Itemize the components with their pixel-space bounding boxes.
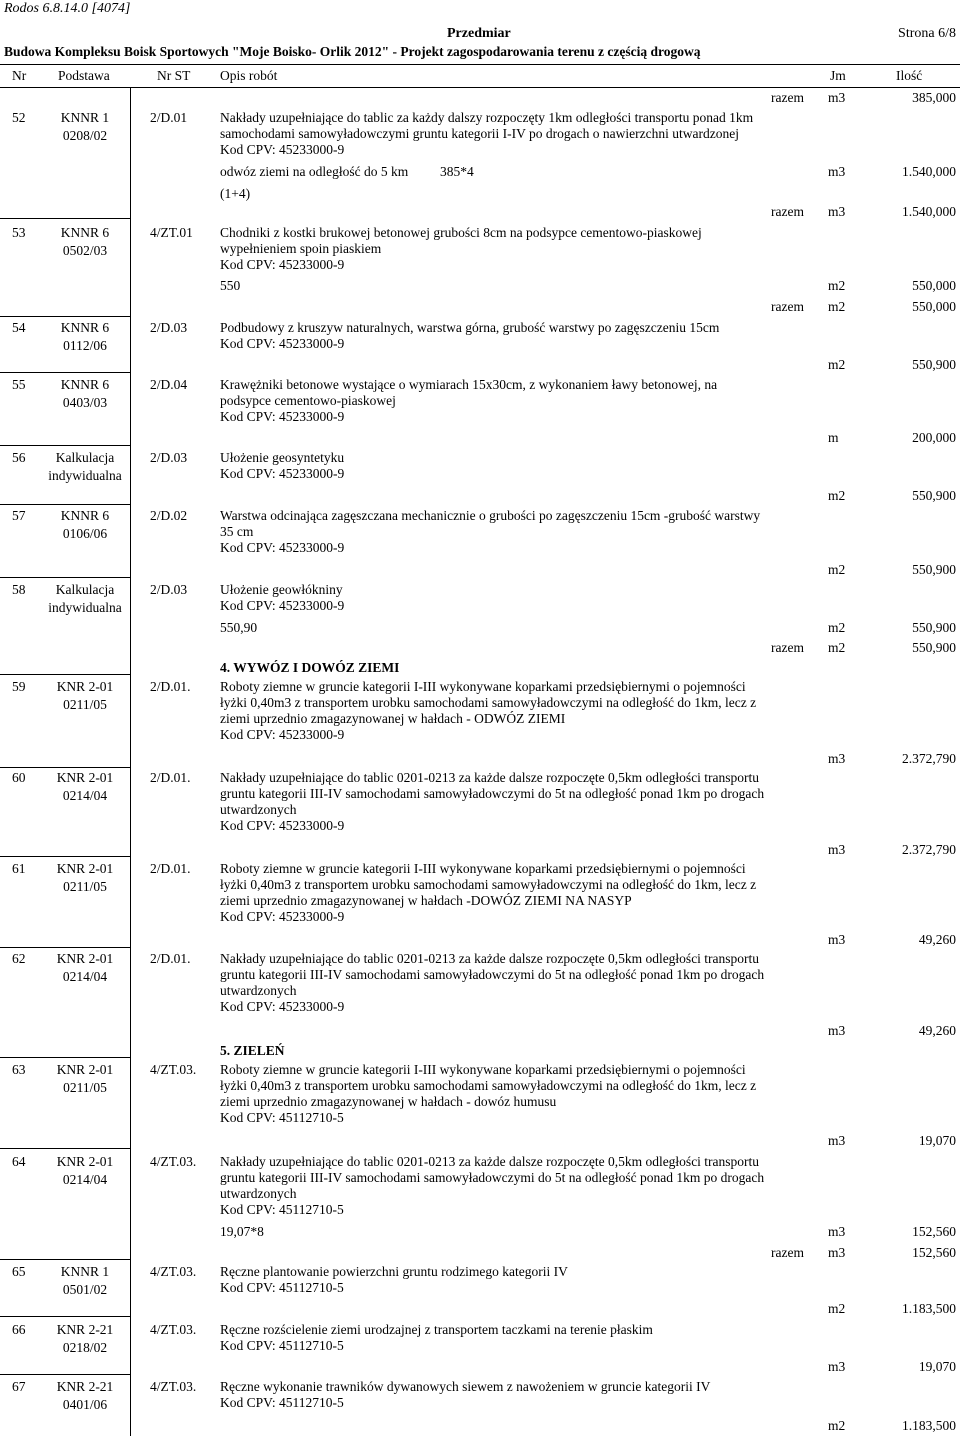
item-spec-number: 2/D.02 — [150, 508, 188, 523]
col-nr: Nr — [12, 68, 27, 83]
item-number: 62 — [12, 951, 26, 966]
item-basis-code: 0401/06 — [62, 1397, 108, 1412]
item-basis: KNR 2-01 — [56, 951, 114, 966]
item-number: 66 — [12, 1322, 26, 1337]
header-rule-top — [0, 64, 960, 65]
item-basis: KNNR 1 — [60, 110, 110, 125]
item-description-line: gruntu kategorii III-IV samochodami samowyładowczymi do 5t na odległość ponad 1km po drogach — [220, 786, 765, 801]
item-basis-code: 0211/05 — [63, 879, 107, 894]
item-spec-number: 4/ZT.03. — [150, 1264, 197, 1279]
item-spec-number: 2/D.01. — [150, 951, 191, 966]
item-number: 61 — [12, 861, 26, 876]
item-description-line: łyżki 0,40m3 z transportem urobku samochodami samowyładowczymi na odległość do 1km, lecz z — [220, 1078, 757, 1093]
program-version: Rodos 6.8.14.0 [4074] — [4, 1, 131, 16]
item-description-line: Roboty ziemne w gruncie kategorii I-III wykonywane koparkami przedsiębiernymi o pojemności — [220, 679, 746, 694]
left-column-divider — [130, 88, 131, 1436]
item-number: 54 — [12, 320, 26, 335]
item-description-line: ziemi uprzednio zmagazynowanej w hałdach - dowóz humusu — [220, 1094, 557, 1109]
item-description-line: Kod CPV: 45233000-9 — [220, 999, 345, 1014]
row-separator — [0, 947, 130, 948]
calc-label: 550,90 — [220, 620, 258, 635]
item-basis: KNNR 6 — [60, 377, 110, 392]
item-description-line: Kod CPV: 45233000-9 — [220, 727, 345, 742]
item-description-line: Kod CPV: 45233000-9 — [220, 540, 345, 555]
item-description-line: Nakłady uzupełniające do tablic 0201-0213 za każde dalsze rozpoczęte 0,5km odległości transportu — [220, 951, 760, 966]
col-podstawa: Podstawa — [58, 68, 110, 83]
section-heading: 4. WYWÓZ I DOWÓZ ZIEMI — [220, 660, 400, 675]
row-separator — [0, 577, 130, 578]
item-number: 58 — [12, 582, 26, 597]
item-description-line: Kod CPV: 45112710-5 — [220, 1202, 344, 1217]
item-description-line: Roboty ziemne w gruncie kategorii I-III wykonywane koparkami przedsiębiernymi o pojemności — [220, 861, 746, 876]
item-number: 59 — [12, 679, 26, 694]
item-spec-number: 4/ZT.03. — [150, 1154, 197, 1169]
item-number: 67 — [12, 1379, 26, 1394]
result-unit: m2 — [828, 1418, 846, 1433]
result-value: 1.183,500 — [902, 1301, 956, 1316]
item-spec-number: 4/ZT.03. — [150, 1322, 197, 1337]
item-description-line: Ręczne wykonanie trawników dywanowych siewem z nawożeniem w gruncie kategorii IV — [220, 1379, 711, 1394]
item-description-line: gruntu kategorii III-IV samochodami samowyładowczymi do 5t na odległość ponad 1km po drogach — [220, 1170, 765, 1185]
item-spec-number: 2/D.03 — [150, 450, 188, 465]
razem-unit: m2 — [828, 640, 846, 655]
item-basis-code: 0106/06 — [62, 526, 108, 541]
result-unit: m — [828, 430, 839, 445]
item-basis: KNR 2-01 — [56, 1154, 114, 1169]
result-unit: m3 — [828, 1023, 846, 1038]
result-unit: m2 — [828, 562, 846, 577]
item-basis: Kalkulacja — [55, 450, 115, 465]
result-value: 49,260 — [918, 1023, 956, 1038]
item-spec-number: 2/D.01. — [150, 861, 191, 876]
item-description-line: wypełnieniem spoin piaskiem — [220, 241, 382, 256]
item-description-line: Kod CPV: 45233000-9 — [220, 336, 345, 351]
row-separator — [0, 767, 130, 768]
item-description-line: Nakłady uzupełniające do tablic za każdy dalszy rozpoczęty 1km odległości transportu ponad 1km — [220, 110, 754, 125]
item-basis: KNNR 1 — [60, 1264, 110, 1279]
item-basis-code: 0208/02 — [62, 128, 108, 143]
item-description-line: Ręczne plantowanie powierzchni gruntu rodzimego kategorii IV — [220, 1264, 568, 1279]
result-value: 550,900 — [912, 488, 956, 503]
item-spec-number: 2/D.04 — [150, 377, 188, 392]
item-basis: KNR 2-01 — [56, 679, 114, 694]
result-value: 200,000 — [912, 430, 956, 445]
item-description-line: Warstwa odcinająca zagęszczana mechanicznie o grubości po zagęszczeniu 15cm -grubość warstwy — [220, 508, 761, 523]
item-description-line: Kod CPV: 45233000-9 — [220, 142, 345, 157]
row-separator — [0, 856, 130, 857]
item-description-line: gruntu kategorii III-IV samochodami samowyładowczymi do 5t na odległość ponad 1km po drogach — [220, 967, 765, 982]
item-number: 60 — [12, 770, 26, 785]
item-basis: KNNR 6 — [60, 508, 110, 523]
razem-label: razem — [771, 1245, 804, 1260]
calc-label: 19,07*8 — [220, 1224, 264, 1239]
item-description-line: ziemi uprzednio zmagazynowanej w hałdach - ODWÓZ ZIEMI — [220, 711, 566, 726]
razem-unit: m3 — [828, 90, 846, 105]
calc-label: 550 — [220, 278, 241, 293]
item-basis-code: 0214/04 — [62, 1172, 108, 1187]
calc-expression: 385*4 — [440, 164, 474, 179]
row-separator — [0, 445, 130, 446]
razem-value: 550,900 — [912, 640, 956, 655]
razem-value: 1.540,000 — [902, 204, 956, 219]
row-separator — [0, 218, 130, 219]
result-unit: m2 — [828, 1301, 846, 1316]
item-description-line: Kod CPV: 45233000-9 — [220, 909, 345, 924]
row-separator — [0, 1148, 130, 1149]
item-number: 56 — [12, 450, 26, 465]
item-number: 52 — [12, 110, 26, 125]
item-basis: KNR 2-21 — [56, 1322, 114, 1337]
result-value: 550,900 — [912, 562, 956, 577]
section-heading: 5. ZIELEŃ — [220, 1043, 285, 1058]
item-description-line: Kod CPV: 45233000-9 — [220, 598, 345, 613]
razem-label: razem — [771, 640, 804, 655]
item-description-line: Podbudowy z kruszyw naturalnych, warstwa górna, grubość warstwy po zagęszczeniu 15cm — [220, 320, 720, 335]
result-value: 19,070 — [918, 1133, 956, 1148]
item-description-line: utwardzonych — [220, 802, 297, 817]
item-description-line: utwardzonych — [220, 1186, 297, 1201]
item-spec-number: 2/D.01. — [150, 770, 191, 785]
result-unit: m3 — [828, 932, 846, 947]
item-basis: KNNR 6 — [60, 225, 110, 240]
result-value: 2.372,790 — [902, 751, 956, 766]
item-description-line: Kod CPV: 45233000-9 — [220, 818, 345, 833]
item-description-line: ziemi uprzednio zmagazynowanej w hałdach -DOWÓZ ZIEMI NA NASYP — [220, 893, 632, 908]
calc-value: 1.540,000 — [902, 164, 956, 179]
item-spec-number: 4/ZT.01 — [150, 225, 193, 240]
col-opis: Opis robót — [220, 68, 278, 83]
item-basis-code: 0211/05 — [63, 1080, 107, 1095]
row-separator — [0, 1057, 130, 1058]
item-basis: KNR 2-01 — [56, 770, 114, 785]
item-description-line: łyżki 0,40m3 z transportem urobku samochodami samowyładowczymi na odległość do 1km, lecz z — [220, 695, 757, 710]
result-value: 550,900 — [912, 357, 956, 372]
razem-unit: m3 — [828, 204, 846, 219]
item-basis-code: 0502/03 — [62, 243, 108, 258]
item-number: 65 — [12, 1264, 26, 1279]
item-basis-code: 0211/05 — [63, 697, 107, 712]
row-separator — [0, 674, 130, 675]
calc-unit: m2 — [828, 620, 846, 635]
item-description-line: Kod CPV: 45233000-9 — [220, 409, 345, 424]
razem-unit: m2 — [828, 299, 846, 314]
razem-unit: m3 — [828, 1245, 846, 1260]
item-description-line: Ułożenie geowłókniny — [220, 582, 343, 597]
item-description-line: Kod CPV: 45233000-9 — [220, 257, 345, 272]
calc-value: 152,560 — [912, 1224, 956, 1239]
item-spec-number: 2/D.01. — [150, 679, 191, 694]
result-unit: m3 — [828, 1359, 846, 1374]
result-value: 19,070 — [918, 1359, 956, 1374]
document-title: Przedmiar — [447, 26, 511, 41]
item-description-line: Nakłady uzupełniające do tablic 0201-0213 za każde dalsze rozpoczęte 0,5km odległości transportu — [220, 1154, 760, 1169]
item-description-line: samochodami samowyładowczymi gruntu kategorii I-IV po drogach o nawierzchni utwardzonej — [220, 126, 739, 141]
col-nrst: Nr ST — [157, 68, 191, 83]
item-description-line: 35 cm — [220, 524, 254, 539]
result-unit: m3 — [828, 842, 846, 857]
item-description-line: Kod CPV: 45233000-9 — [220, 466, 345, 481]
item-basis: KNR 2-01 — [56, 1062, 114, 1077]
razem-label: razem — [771, 299, 804, 314]
row-separator — [0, 1316, 130, 1317]
item-basis: KNR 2-01 — [56, 861, 114, 876]
row-separator — [0, 372, 130, 373]
project-name: Budowa Kompleksu Boisk Sportowych "Moje Boisko- Orlik 2012" - Projekt zagospodarowania terenu z częścią drogową — [4, 44, 701, 59]
item-basis-code: 0501/02 — [62, 1282, 108, 1297]
item-spec-number: 2/D.03 — [150, 582, 188, 597]
item-basis: KNR 2-21 — [56, 1379, 114, 1394]
col-jm: Jm — [830, 68, 846, 83]
result-unit: m2 — [828, 488, 846, 503]
item-spec-number: 2/D.01 — [150, 110, 188, 125]
calc-label: odwóz ziemi na odległość do 5 km — [220, 164, 409, 179]
result-unit: m2 — [828, 357, 846, 372]
row-separator — [0, 1374, 130, 1375]
item-basis-code: 0112/06 — [63, 338, 107, 353]
row-separator — [0, 504, 130, 505]
item-description-line: Ręczne rozścielenie ziemi urodzajnej z transportem taczkami na terenie płaskim — [220, 1322, 653, 1337]
item-description-line: Kod CPV: 45112710-5 — [220, 1110, 344, 1125]
item-description-line: Chodniki z kostki brukowej betonowej grubości 8cm na podsypce cementowo-piaskowej — [220, 225, 702, 240]
item-description-line: Kod CPV: 45112710-5 — [220, 1338, 344, 1353]
item-spec-number: 4/ZT.03. — [150, 1379, 197, 1394]
item-basis: Kalkulacja — [55, 582, 115, 597]
item-description-line: Krawężniki betonowe wystające o wymiarach 15x30cm, z wykonaniem ławy betonowej, na — [220, 377, 718, 392]
col-ilosc: Ilość — [896, 68, 923, 83]
calc-unit: m3 — [828, 164, 846, 179]
item-spec-number: 2/D.03 — [150, 320, 188, 335]
calc-value: 550,000 — [912, 278, 956, 293]
item-description-line: Roboty ziemne w gruncie kategorii I-III wykonywane koparkami przedsiębiernymi o pojemności — [220, 1062, 746, 1077]
result-value: 49,260 — [918, 932, 956, 947]
item-number: 55 — [12, 377, 26, 392]
calc-unit: m2 — [828, 278, 846, 293]
result-unit: m3 — [828, 751, 846, 766]
razem-label: razem — [771, 204, 804, 219]
item-number: 63 — [12, 1062, 26, 1077]
row-separator — [0, 316, 130, 317]
item-basis: KNNR 6 — [60, 320, 110, 335]
item-number: 57 — [12, 508, 26, 523]
item-basis-code: 0218/02 — [62, 1340, 108, 1355]
item-description-line: podsypce cementowo-piaskowej — [220, 393, 396, 408]
calc-value: 550,900 — [912, 620, 956, 635]
result-value: 1.183,500 — [902, 1418, 956, 1433]
razem-value: 385,000 — [912, 90, 956, 105]
item-description-line: Nakłady uzupełniające do tablic 0201-0213 za każde dalsze rozpoczęte 0,5km odległości transportu — [220, 770, 760, 785]
result-value: 2.372,790 — [902, 842, 956, 857]
row-separator — [0, 1259, 130, 1260]
item-number: 64 — [12, 1154, 26, 1169]
header-rule-bottom — [0, 87, 960, 88]
item-description-line: łyżki 0,40m3 z transportem urobku samochodami samowyładowczymi na odległość do 1km, lecz z — [220, 877, 757, 892]
item-description-line: utwardzonych — [220, 983, 297, 998]
item-basis-code: 0214/04 — [62, 788, 108, 803]
calc-unit: m3 — [828, 1224, 846, 1239]
razem-label: razem — [771, 90, 804, 105]
item-basis-code: 0214/04 — [62, 969, 108, 984]
page-number: Strona 6/8 — [898, 26, 956, 41]
item-description-line: Ułożenie geosyntetyku — [220, 450, 345, 465]
razem-value: 152,560 — [912, 1245, 956, 1260]
item-number: 53 — [12, 225, 26, 240]
item-basis-code: 0403/03 — [62, 395, 108, 410]
item-spec-number: 4/ZT.03. — [150, 1062, 197, 1077]
item-basis-code: indywidualna — [48, 600, 122, 615]
item-basis-code: indywidualna — [48, 468, 122, 483]
calc-note: (1+4) — [220, 186, 251, 201]
razem-value: 550,000 — [912, 299, 956, 314]
item-description-line: Kod CPV: 45112710-5 — [220, 1395, 344, 1410]
result-unit: m3 — [828, 1133, 846, 1148]
item-description-line: Kod CPV: 45112710-5 — [220, 1280, 344, 1295]
